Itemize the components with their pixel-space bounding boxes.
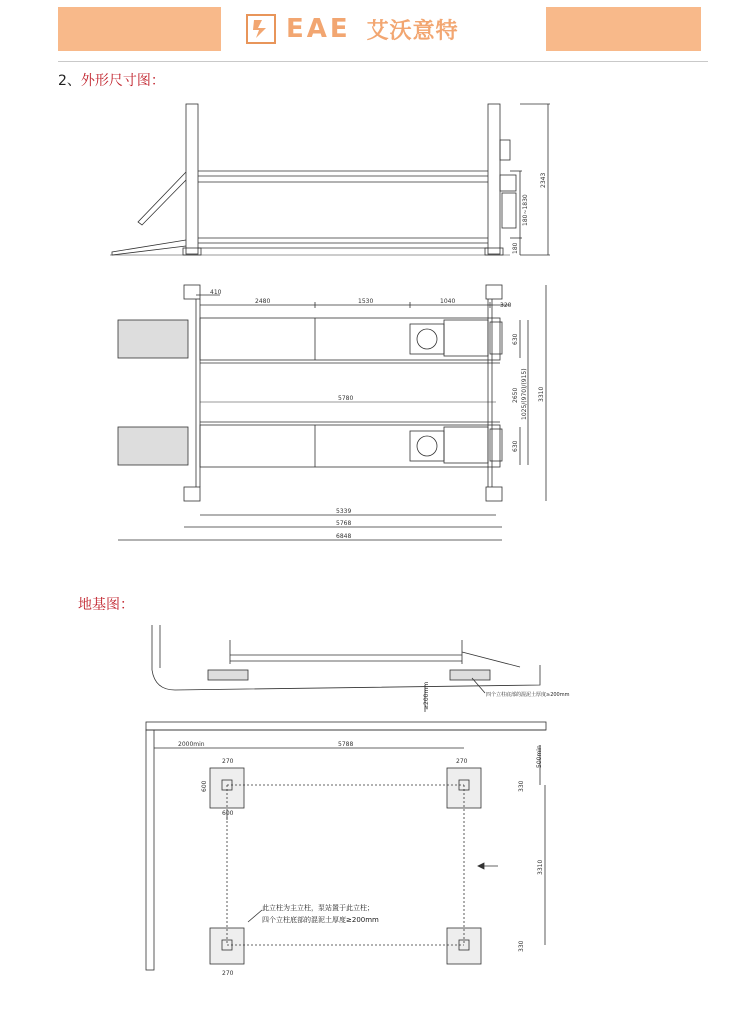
side-view-labels xyxy=(512,173,547,254)
dim-lift-range: 180~1830 xyxy=(522,194,529,226)
dim-320: 320 xyxy=(500,302,512,309)
dim-5339: 5339 xyxy=(336,508,352,515)
main-post-note: 此立柱为主立柱，泵站置于此立柱； xyxy=(262,904,374,912)
dim-low-height: 180 xyxy=(512,242,519,254)
dim-3310: 3310 xyxy=(538,386,545,402)
foundation-plan-drawing xyxy=(146,722,546,970)
main-post-note-2: 四个立柱底部的混泥土厚度≥200mm xyxy=(262,916,379,924)
dim-plan-3310: 3310 xyxy=(537,859,544,875)
dim-2480: 2480 xyxy=(255,298,271,305)
dim-410: 410 xyxy=(210,289,222,296)
foundation-side-drawing xyxy=(152,625,540,712)
dim-1530: 1530 xyxy=(358,298,374,305)
section-number: 2、 xyxy=(58,73,81,89)
dim-track: 1025/(970)/(915) xyxy=(521,368,528,420)
dim-foundation-depth: ≥200mm xyxy=(423,681,430,710)
top-view-labels xyxy=(210,289,545,540)
dim-6848: 6848 xyxy=(336,533,352,540)
dim-pad-br: 330 xyxy=(518,940,525,952)
dim-pad-tl: 270 xyxy=(222,758,234,765)
dim-630-top: 630 xyxy=(512,333,519,345)
dim-overall-height: 2343 xyxy=(540,172,547,188)
top-view-drawing xyxy=(118,285,546,540)
dim-5780: 5780 xyxy=(338,395,354,402)
foundation-thickness-note: 四个立柱底部的混泥土厚度≥200mm xyxy=(486,692,570,698)
dim-500min: 500min xyxy=(536,745,543,768)
dim-1040: 1040 xyxy=(440,298,456,305)
dim-2000min: 2000min xyxy=(178,741,205,748)
dim-630-bottom: 630 xyxy=(512,440,519,452)
section-title-foundation: 地基图： xyxy=(78,597,134,613)
brand-name: EAE xyxy=(286,14,351,44)
dim-pad-bottom: 600 xyxy=(222,810,234,817)
dim-pad-right: 330 xyxy=(518,780,525,792)
side-view-drawing xyxy=(110,104,550,255)
dim-5788: 5788 xyxy=(338,741,354,748)
brand-name-cn: 艾沃意特 xyxy=(366,18,459,44)
dim-2650: 2650 xyxy=(512,387,519,403)
section-label: 外形尺寸图： xyxy=(80,73,165,89)
dim-pad-side: 600 xyxy=(201,780,208,792)
dim-pad-bl: 270 xyxy=(222,970,234,977)
dim-5768: 5768 xyxy=(336,520,352,527)
dim-pad-tr: 270 xyxy=(456,758,468,765)
